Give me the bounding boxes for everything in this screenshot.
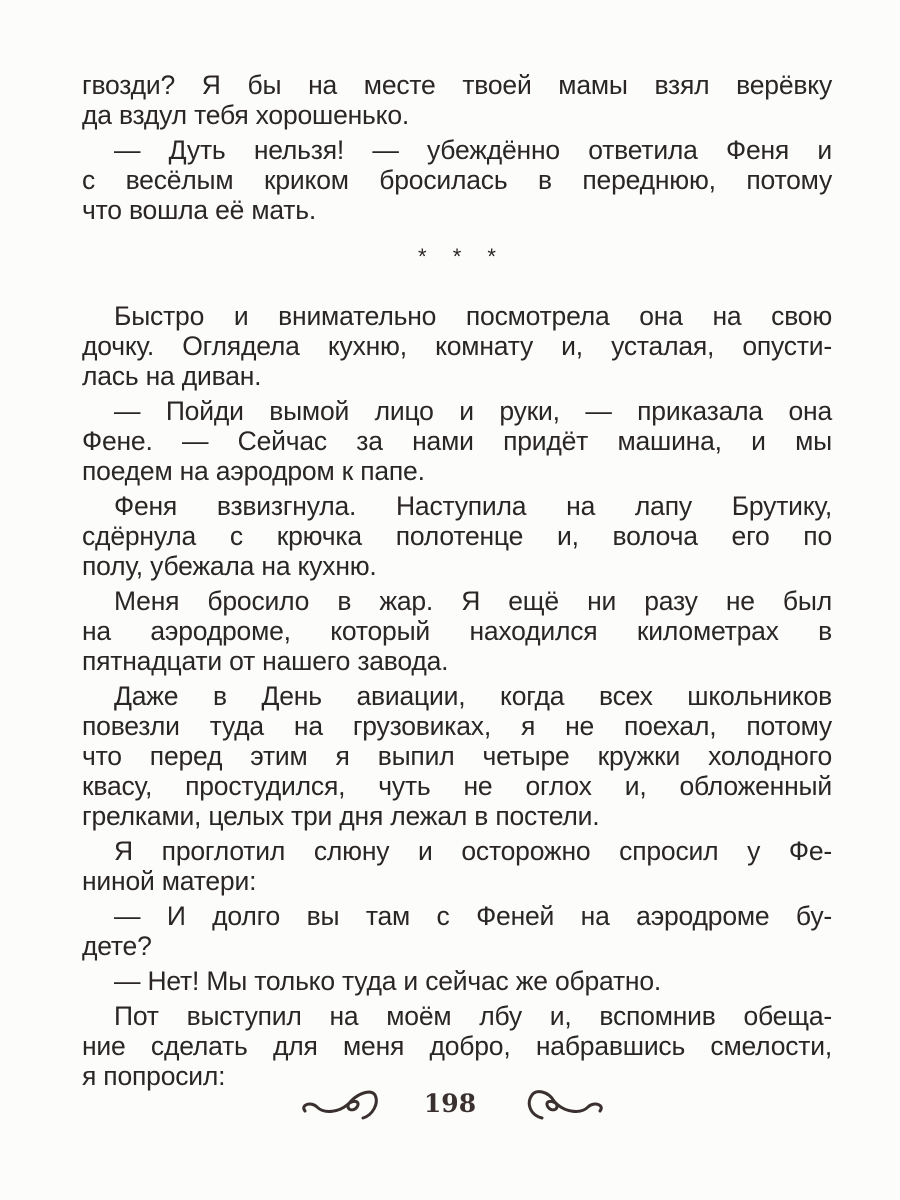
paragraph — [82, 836, 832, 896]
paragraph — [82, 301, 832, 391]
paragraph — [82, 966, 832, 996]
page-body — [82, 70, 832, 1091]
paragraph — [82, 396, 832, 486]
text-line: полу, убежала на кухню. — [82, 551, 377, 581]
text-line: — Нет! Мы только туда и сейчас же обратно. — [114, 966, 662, 996]
section-separator: * * * — [418, 244, 506, 269]
text-line: — Пойди вымой лицо и руки, — приказала она — [114, 396, 832, 426]
text-line: Даже в День авиации, когда всех школьников — [114, 681, 832, 711]
text-line: пятнадцати от нашего завода. — [82, 646, 449, 676]
text-line: ние сделать для меня добро, набравшись смелости, — [82, 1031, 832, 1061]
text-line: на аэродроме, который находился километрах в — [82, 616, 832, 646]
page-footer — [0, 1085, 900, 1125]
text-line: — И долго вы там с Феней на аэродроме бу- — [114, 901, 832, 931]
text-line: сдёрнула с крючка полотенце и, волоча его по — [82, 521, 832, 551]
text-line: с весёлым криком бросилась в переднюю, потому — [82, 165, 832, 195]
paragraph — [82, 135, 832, 225]
text-line: Фене. — Сейчас за нами придёт машина, и мы — [82, 426, 832, 456]
right-swirl-ornament-icon — [520, 1085, 610, 1125]
text-line: дете? — [82, 931, 152, 961]
text-line: Я проглотил слюну и осторожно спросил у Фе- — [114, 836, 832, 866]
text-line: поедем на аэродром к папе. — [82, 456, 425, 486]
paragraph — [82, 681, 832, 831]
text-line: Пот выступил на моём лбу и, вспомнив обеща- — [114, 1001, 832, 1031]
text-line: я попросил: — [82, 1061, 226, 1091]
paragraph — [82, 1001, 832, 1091]
paragraph — [82, 586, 832, 676]
text-line: Феня взвизгнула. Наступила на лапу Брутику, — [114, 491, 832, 521]
text-line: повезли туда на грузовиках, я не поехал, потому — [82, 711, 832, 741]
text-line: лась на диван. — [82, 361, 262, 391]
paragraph — [82, 901, 832, 961]
text-line: Быстро и внимательно посмотрела она на свою — [114, 301, 832, 331]
text-line: грелками, целых три дня лежал в постели. — [82, 801, 600, 831]
paragraph — [82, 70, 832, 130]
page-number: 198 — [423, 1089, 477, 1118]
text-line: квасу, простудился, чуть не оглох и, обложенный — [82, 771, 832, 801]
text-line: Меня бросило в жар. Я ещё ни разу не был — [114, 586, 832, 616]
text-line: гвозди? Я бы на месте твоей мамы взял верёвку — [82, 70, 832, 100]
text-line: ниной матери: — [82, 866, 257, 896]
text-line: что вошла её мать. — [82, 195, 317, 225]
paragraph — [82, 491, 832, 581]
text-line: дочку. Оглядела кухню, комнату и, усталая, опусти- — [82, 331, 832, 361]
text-line: да вздул тебя хорошенько. — [82, 100, 410, 130]
text-line: что перед этим я выпил четыре кружки холодного — [82, 741, 832, 771]
text-line: — Дуть нельзя! — убеждённо ответила Феня и — [114, 135, 832, 165]
